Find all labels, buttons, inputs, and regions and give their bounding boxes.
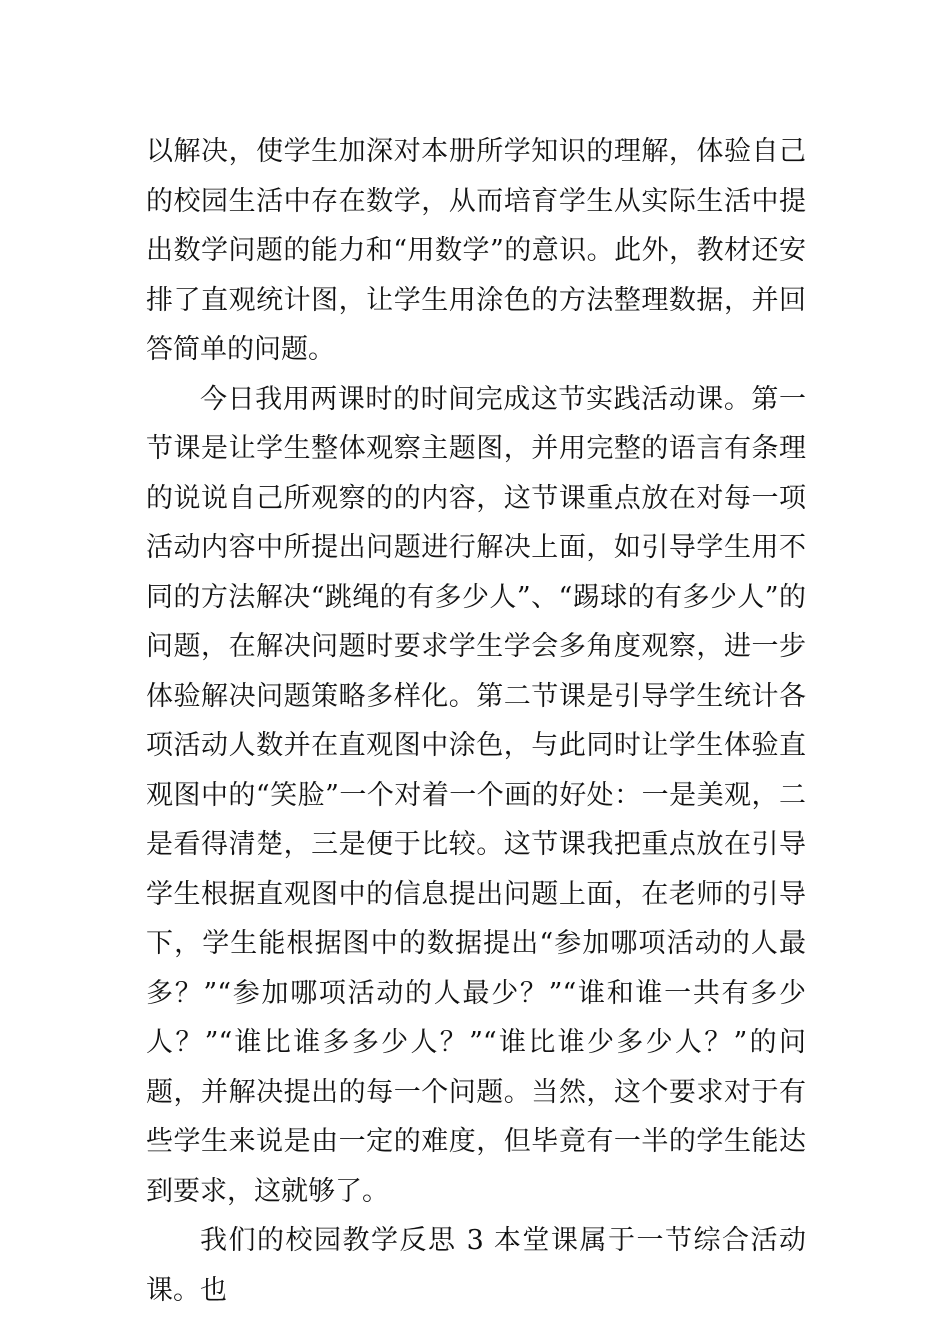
- document-body: [146, 127, 806, 1315]
- paragraph-continuation: 以解决，使学生加深对本册所学知识的理解，体验自己的校园生活中存在数学，从而培育学生从实际生活中提出数学问题的能力和“用数学”的意识。此外，教材还安排了直观统计图，让学生用涂色的方法整理数据，并回答简单的问题。: [146, 136, 806, 365]
- paragraph-reflection-3: 我们的校园教学反思 3 本堂课属于一节综合活动课。也: [146, 1225, 806, 1306]
- paragraph-lesson-description: 今日我用两课时的时间完成这节实践活动课。第一节课是让学生整体观察主题图，并用完整的语言有条理的说说自己所观察的的内容，这节课重点放在对每一项活动内容中所提出问题进行解决上面，如引导学生用不同的方法解决“跳绳的有多少人”、“踢球的有多少人”的问题，在解决问题时要求学生学会多角度观察，进一步体验解决问题策略多样化。第二节课是引导学生统计各项活动人数并在直观图中涂色，与此同时让学生体验直观图中的“笑脸”一个对着一个画的好处：一是美观，二是看得清楚，三是便于比较。这节课我把重点放在引导学生根据直观图中的信息提出问题上面，在老师的引导下，学生能根据图中的数据提出“参加哪项活动的人最多？”“参加哪项活动的人最少？”“谁和谁一共有多少人？”“谁比谁多多少人？”“谁比谁少多少人？”的问题，并解决提出的每一个问题。当然，这个要求对于有些学生来说是由一定的难度，但毕竟有一半的学生能达到要求，这就够了。: [146, 383, 806, 1207]
